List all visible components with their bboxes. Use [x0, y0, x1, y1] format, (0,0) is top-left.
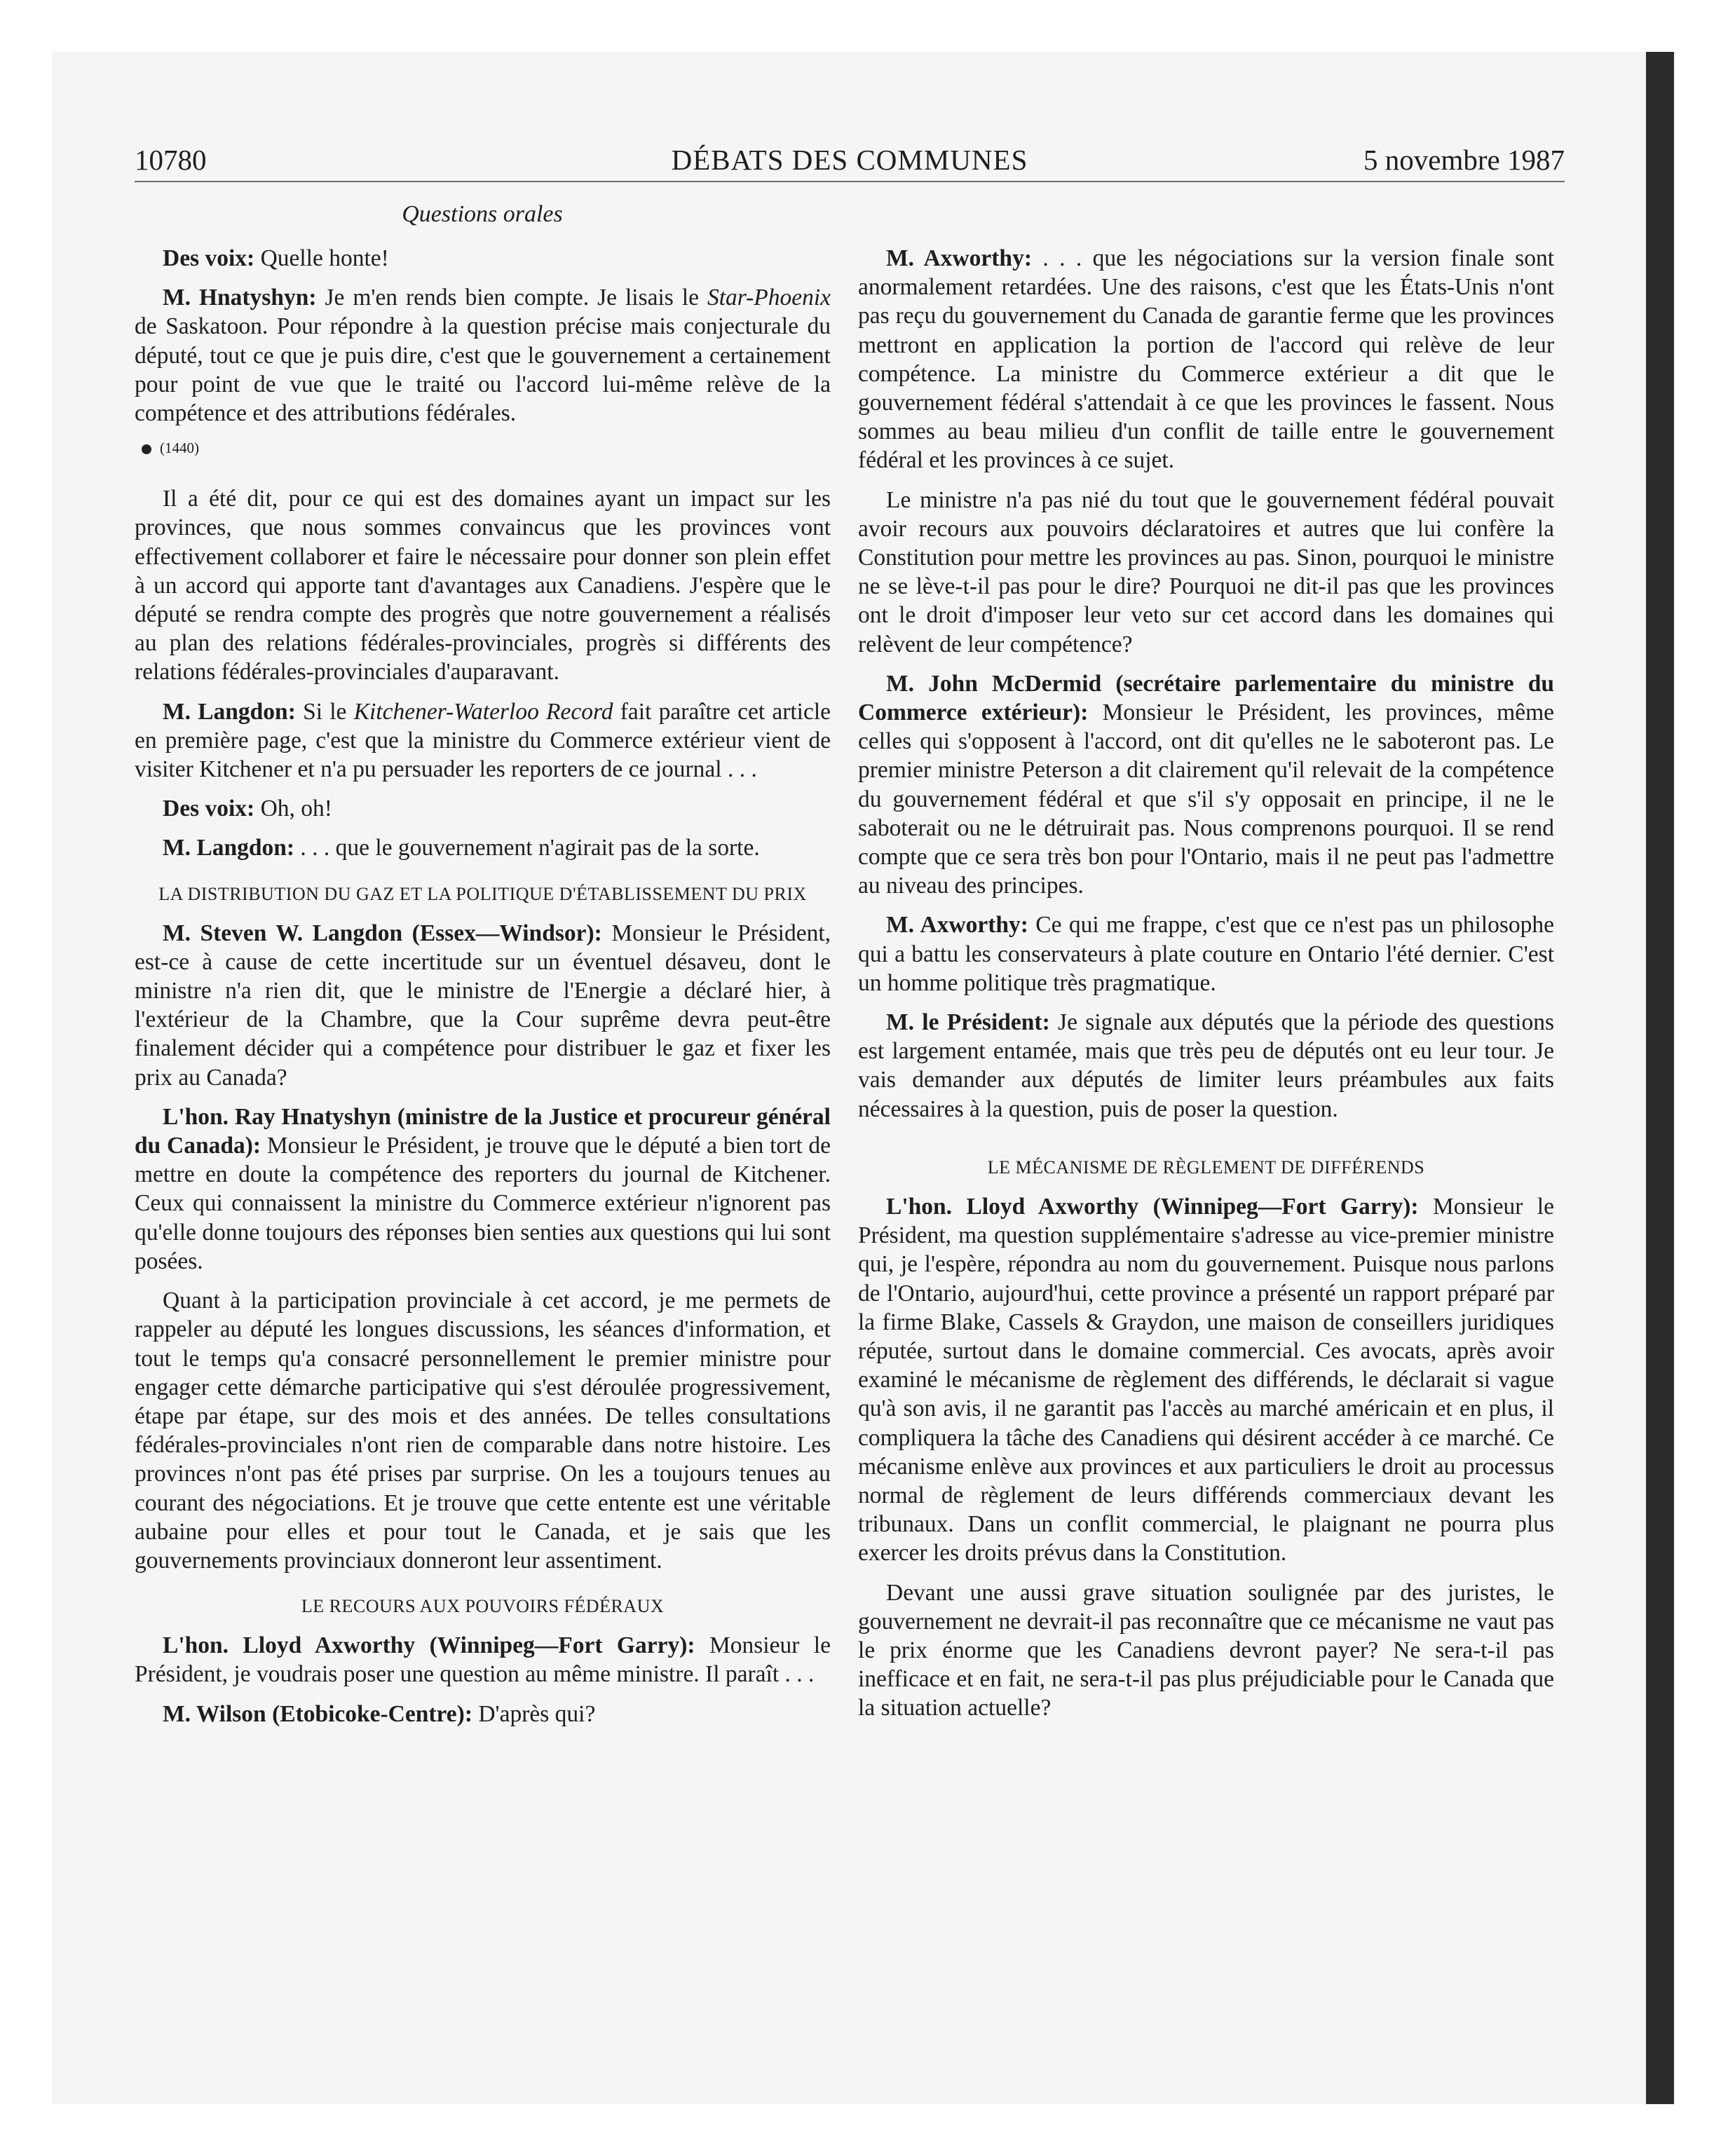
speaker-name: L'hon. Ray Hnatyshyn (ministre de la Justice et procureur général du Canada):: [135, 1103, 831, 1159]
paragraph: M. Steven W. Langdon (Essex—Windsor): Monsieur le Président, est-ce à cause de cette incertitude sur un éventuel désaveu, dont le ministre n'a rien dit, que le ministre de l'Energie a déclaré hier, à l'extérieur de la Chambre, que la Cour suprême devra peut-être finalement décider qui a compétence pour distribuer le gaz et fixer les prix au Canada?: [135, 920, 831, 1091]
speaker-name: M. John McDermid (secrétaire parlementaire du ministre du Commerce extérieur):: [858, 670, 1554, 726]
paragraph: M. Axworthy: . . . que les négociations sur la version finale sont anormalement retardées. Une des raisons, c'est que les États-Unis n'ont pas reçu du gouvernement du Canada de garantie ferme que les provinces mettront en application la portion de l'accord qui relève de leur compétence. La ministre du Commerce extérieur a dit que le gouvernement fédéral s'attendait à ce que les provinces le fassent. Nous sommes au beau milieu d'un conflit de taille entre le gouvernement fédéral et les provinces à ce sujet.: [858, 245, 1555, 474]
speaker-name: M. Axworthy:: [886, 912, 1028, 939]
paragraph: Des voix: Oh, oh!: [163, 796, 332, 822]
speaker-name: M. Steven W. Langdon (Essex—Windsor):: [163, 920, 602, 946]
section-heading: LE RECOURS AUX POUVOIRS FÉDÉRAUX: [301, 1596, 665, 1617]
section-heading: LE MÉCANISME DE RÈGLEMENT DE DIFFÉRENDS: [987, 1157, 1425, 1178]
paragraph: M. le Président: Je signale aux députés que la période des questions est largement entamée, mais que très peu de députés ont eu leur tour. Je vais demander aux députés de limiter leurs préambules aux faits nécessaires à la question, puis de poser la question.: [858, 1009, 1554, 1122]
paragraph: L'hon. Ray Hnatyshyn (ministre de la Justice et procureur général du Canada): Monsieur le Président, je trouve que le député a bien tort de mettre en doute la compétence des reporters du journal de Kitchener. Ceux qui connaissent la ministre du Commerce extérieur n'ignorent pas qu'elle donne toujours des réponses bien senties aux questions qui lui sont posées.: [135, 1103, 831, 1274]
paragraph: L'hon. Lloyd Axworthy (Winnipeg—Fort Garry): Monsieur le Président, ma question supplémentaire s'adresse au vice-premier ministre qui, je l'espère, répondra au nom du gouvernement. Puisque nous parlons de l'Ontario, aujourd'hui, cette province a présenté un rapport préparé par la firme Blake, Cassels & Graydon, une maison de conseillers juridiques réputée, surtout dans le domaine commercial. Ces avocats, après avoir examiné le mécanisme de règlement des différends, le déclarait si vague qu'à son avis, il ne garantit pas l'accès au marché américain et en plus, il compliquera la tâche des Canadiens qui désirent accéder à ce marché. Ce mécanisme enlève aux provinces et aux particuliers le droit au processus normal de règlement de leurs différends commerciaux devant les tribunaux. Dans un conflit commercial, le plaignant ne pourra plus exercer les droits prévus dans la Constitution.: [858, 1193, 1554, 1567]
speaker-name: M. Axworthy:: [886, 245, 1032, 271]
speaker-name: Des voix:: [163, 796, 255, 822]
speaker-name: L'hon. Lloyd Axworthy (Winnipeg—Fort Garry):: [886, 1193, 1419, 1220]
scan-edge-shadow: [1646, 52, 1674, 2104]
header-rule: [135, 181, 1565, 182]
paragraph: M. John McDermid (secrétaire parlementaire du ministre du Commerce extérieur): Monsieur le Président, les provinces, même celles qui s'opposent à l'accord, ont dit qu'elles ne le saboteront pas. Le premier ministre Peterson a dit clairement qu'il relevait de la compétence du gouvernement fédéral et que s'il s'y opposait en principe, il ne le saboterait ou ne le détruirait pas. Nous comprenons pourquoi. Il se rend compte que ce sera très bon pour l'Ontario, mais il ne peut pas l'admettre au niveau des principes.: [858, 670, 1555, 899]
paragraph: M. Wilson (Etobicoke-Centre): D'après qui?: [163, 1700, 596, 1727]
page-number: 10780: [135, 144, 207, 176]
paragraph: Devant une aussi grave situation soulignée par des juristes, le gouvernement ne devrait-il pas reconnaître que ce mécanisme ne vaut pas le prix énorme que les Canadiens devront payer? Ne sera-t-il pas inefficace et en fait, ne sera-t-il pas plus préjudiciable pour le Canada que la situation actuelle?: [858, 1579, 1554, 1721]
speaker-name: M. Wilson (Etobicoke-Centre):: [163, 1700, 472, 1727]
paragraph: M. Langdon: Si le Kitchener-Waterloo Record fait paraître cet article en première page, c'est que la ministre du Commerce extérieur vient de visiter Kitchener et n'a pu persuader les reporters de ce journal . . .: [135, 698, 831, 783]
speaker-name: Des voix:: [163, 245, 255, 271]
newspaper-title: Star-Phoenix: [707, 285, 831, 311]
page-date: 5 novembre 1987: [1363, 144, 1565, 176]
newspaper-title: Kitchener-Waterloo Record: [353, 698, 613, 725]
paragraph: Quant à la participation provinciale à cet accord, je me permets de rappeler au député les longues discussions, les séances d'information, et tout le temps qu'a consacré personnellement le premier ministre pour engager cette démarche participative qui s'est déroulée progressivement, étape par étape, sur des mois et des années. De telles consultations fédérales-provinciales n'ont rien de comparable dans notre histoire. Les provinces n'ont pas été prises par surprise. On les a toujours tenues au courant des négociations. Et je trouve que cette entente est une véritable aubaine pour elles et pour tout le Canada, et je sais que les gouvernements provinciaux donneront leur assentiment.: [135, 1288, 831, 1574]
right-column: [858, 244, 1554, 1733]
paragraph: Il a été dit, pour ce qui est des domaines ayant un impact sur les provinces, que nous sommes convaincus que les provinces vont effectivement collaborer et faire le nécessaire pour donner son plein effet à un accord qui apporte tant d'avantages aux Canadiens. J'espère que le député se rendra compte des progrès que notre gouvernement a réalisés au plan des relations fédérales-provinciales, progrès si différents des relations fédérales-provinciales d'auparavant.: [135, 486, 831, 685]
paragraph: L'hon. Lloyd Axworthy (Winnipeg—Fort Garry): Monsieur le Président, je voudrais poser une question au même ministre. Il paraît . . .: [135, 1632, 831, 1688]
bullet-icon: [142, 444, 151, 454]
publication-title: DÉBATS DES COMMUNES: [671, 144, 1028, 176]
speaker-name: L'hon. Lloyd Axworthy (Winnipeg—Fort Garry):: [163, 1632, 695, 1659]
section-heading: LA DISTRIBUTION DU GAZ ET LA POLITIQUE D'ÉTABLISSEMENT DU PRIX: [158, 883, 807, 904]
speaker-name: M. le Président:: [886, 1009, 1050, 1036]
time-marker: (1440): [135, 438, 831, 458]
paragraph: M. Hnatyshyn: Je m'en rends bien compte. Je lisais le Star-Phoenix de Saskatoon. Pour répondre à la question précise mais conjecturale du député, tout ce que je puis dire, c'est que le gouvernement a certainement pour point de vue que le traité ou l'accord lui-même relève de la compétence et des attributions fédérales.: [135, 285, 831, 427]
paragraph: Le ministre n'a pas nié du tout que le gouvernement fédéral pouvait avoir recours aux pouvoirs déclaratoires et autres que lui confère la Constitution pour mettre les provinces au pas. Sinon, pourquoi le ministre ne se lève-t-il pas pour le dire? Pourquoi ne dit-il pas que les provinces ont le droit d'imposer leur veto sur cet accord dans les domaines qui relèvent de leur compétence?: [858, 486, 1554, 657]
paragraph: M. Axworthy: Ce qui me frappe, c'est que ce n'est pas un philosophe qui a battu les conservateurs à plate couture en Ontario l'été dernier. C'est un homme politique très pragmatique.: [858, 912, 1554, 996]
speaker-name: M. Langdon:: [163, 835, 295, 861]
speaker-name: M. Hnatyshyn:: [163, 285, 317, 311]
paragraph: M. Langdon: . . . que le gouvernement n'agirait pas de la sorte.: [163, 835, 760, 861]
paragraph: Des voix: Quelle honte!: [163, 245, 389, 271]
left-column: [135, 244, 831, 1739]
speaker-name: M. Langdon:: [163, 698, 296, 725]
running-head: Questions orales: [402, 201, 563, 227]
